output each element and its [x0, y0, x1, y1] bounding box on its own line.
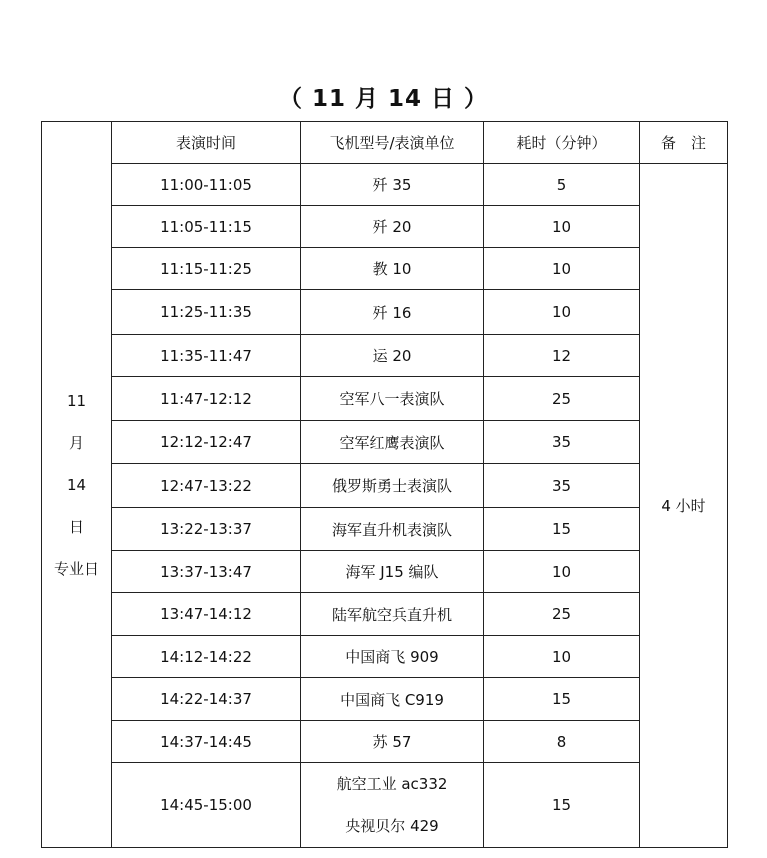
- performer-name: 航空工业 ac332: [336, 775, 448, 793]
- performer-cell: [301, 377, 484, 421]
- time-cell: 12:47-13:22: [112, 464, 301, 508]
- performer-name: 海军直升机表演队: [331, 520, 452, 539]
- performer-cell: [301, 636, 484, 678]
- table-row: [42, 678, 728, 721]
- time-cell: 14:12-14:22: [112, 636, 301, 678]
- performer-cell: [301, 763, 484, 848]
- performer-name: 运 20: [372, 347, 412, 365]
- time-cell: 14:37-14:45: [112, 721, 301, 763]
- table-row: [42, 335, 728, 377]
- duration-cell: 35: [484, 464, 640, 508]
- table-row: [42, 763, 728, 848]
- page-title: （ 11 月 14 日 ）: [278, 86, 489, 112]
- performer-cell: [301, 206, 484, 248]
- table-row: [42, 421, 728, 464]
- time-cell: 11:47-12:12: [112, 377, 301, 421]
- time-cell: 11:00-11:05: [112, 164, 301, 206]
- time-cell: 11:25-11:35: [112, 290, 301, 335]
- duration-cell: 25: [484, 593, 640, 636]
- date-label-part: 月: [68, 433, 84, 452]
- time-cell: 11:35-11:47: [112, 335, 301, 377]
- date-label-part: 日: [68, 517, 84, 536]
- performer-cell: [301, 721, 484, 763]
- table-row: [42, 721, 728, 763]
- performer-name: 空军八一表演队: [339, 390, 445, 408]
- table-row: [42, 377, 728, 421]
- time-cell: 11:05-11:15: [112, 206, 301, 248]
- duration-cell: 12: [484, 335, 640, 377]
- performer-cell: [301, 593, 484, 636]
- remarks-cell: 4 小时: [640, 164, 728, 848]
- table-row: [42, 593, 728, 636]
- header-duration: 耗时（分钟）: [484, 122, 640, 164]
- performer-name: 歼 20: [372, 218, 412, 236]
- performer-cell: [301, 248, 484, 290]
- performer-cell: [301, 508, 484, 551]
- date-label-part: 11: [66, 391, 87, 410]
- time-cell: 13:37-13:47: [112, 551, 301, 593]
- performer-name: 央视贝尔 429: [345, 817, 439, 835]
- duration-cell: 5: [484, 164, 640, 206]
- date-label-part: 14: [66, 475, 87, 494]
- header-time: 表演时间: [112, 122, 301, 164]
- header-remarks: 备 注: [640, 122, 728, 164]
- time-cell: 13:47-14:12: [112, 593, 301, 636]
- performer-name: 中国商飞 909: [345, 648, 439, 666]
- schedule-table: [41, 121, 728, 848]
- performer-cell: [301, 335, 484, 377]
- performer-cell: [301, 464, 484, 508]
- duration-cell: 10: [484, 248, 640, 290]
- table-row: [42, 164, 728, 206]
- performer-cell: [301, 290, 484, 335]
- table-row: [42, 290, 728, 335]
- performer-name: 陆军航空兵直升机: [331, 605, 452, 624]
- time-cell: 13:22-13:37: [112, 508, 301, 551]
- header-row: [42, 122, 728, 164]
- time-cell: 11:15-11:25: [112, 248, 301, 290]
- table-row: [42, 551, 728, 593]
- performer-cell: [301, 551, 484, 593]
- duration-cell: 35: [484, 421, 640, 464]
- table-row: [42, 206, 728, 248]
- duration-cell: 15: [484, 508, 640, 551]
- performer-name: 空军红鹰表演队: [339, 433, 445, 452]
- performer-name: 俄罗斯勇士表演队: [331, 477, 452, 495]
- duration-cell: 15: [484, 763, 640, 848]
- performer-cell: [301, 678, 484, 721]
- duration-cell: 15: [484, 678, 640, 721]
- duration-cell: 10: [484, 551, 640, 593]
- performer-name: 海军 J15 编队: [345, 563, 439, 581]
- table-row: [42, 464, 728, 508]
- table-row: [42, 636, 728, 678]
- performer-name: 中国商飞 C919: [340, 690, 444, 709]
- performer-name: 苏 57: [372, 733, 412, 751]
- performer-name: 歼 35: [372, 176, 412, 194]
- duration-cell: 25: [484, 377, 640, 421]
- performer-cell: [301, 164, 484, 206]
- performer-cell: [301, 421, 484, 464]
- performer-name: 歼 16: [372, 303, 412, 322]
- time-cell: 14:22-14:37: [112, 678, 301, 721]
- table-row: [42, 248, 728, 290]
- duration-cell: 10: [484, 290, 640, 335]
- performer-name: 教 10: [372, 260, 412, 278]
- duration-cell: 8: [484, 721, 640, 763]
- time-cell: 12:12-12:47: [112, 421, 301, 464]
- date-label-part: 专业日: [53, 559, 99, 578]
- header-aircraft: 飞机型号/表演单位: [301, 122, 484, 164]
- date-cell: [42, 122, 112, 848]
- table-row: [42, 508, 728, 551]
- duration-cell: 10: [484, 636, 640, 678]
- time-cell: 14:45-15:00: [112, 763, 301, 848]
- duration-cell: 10: [484, 206, 640, 248]
